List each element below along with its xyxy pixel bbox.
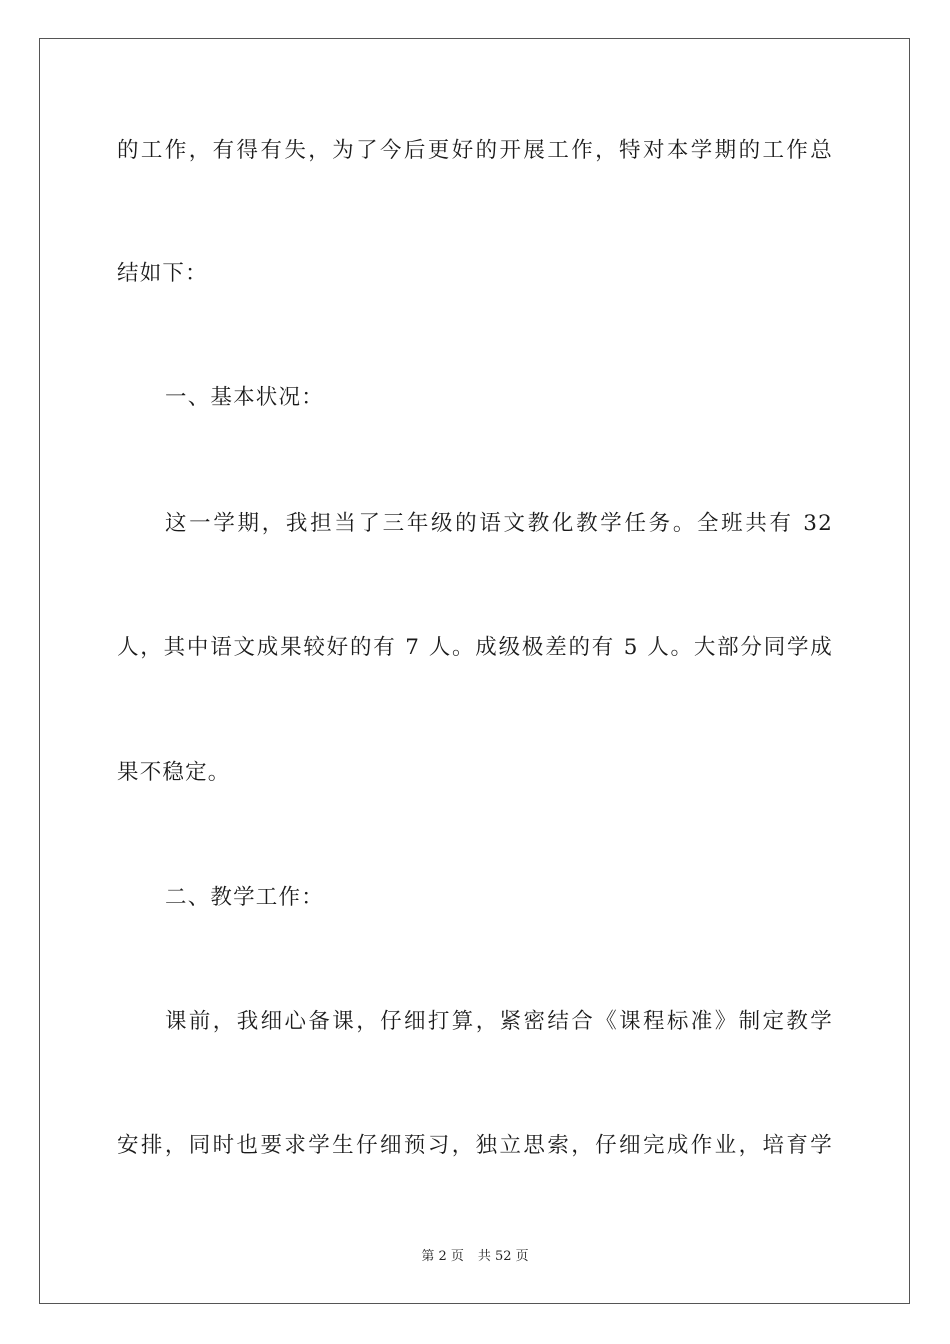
body-line-6: 课前，我细心备课，仔细打算，紧密结合《课程标准》制定教学 (165, 1009, 833, 1034)
body-line-5: 果不稳定。 (117, 760, 231, 785)
body-line-3: 这一学期，我担当了三年级的语文教化教学任务。全班共有 32 (165, 511, 833, 536)
page-number: 第 2 页 (421, 1249, 464, 1264)
body-line-1: 的工作，有得有失，为了今后更好的开展工作，特对本学期的工作总 (117, 138, 833, 163)
section-heading-1: 一、基本状况： (165, 385, 324, 410)
body-line-7: 安排，同时也要求学生仔细预习，独立思索，仔细完成作业，培育学 (117, 1133, 833, 1158)
section-heading-2: 二、教学工作： (165, 885, 324, 910)
page-total: 共 52 页 (477, 1249, 529, 1264)
page-border (39, 38, 910, 1304)
body-line-2: 结如下： (117, 261, 208, 286)
body-line-4: 人，其中语文成果较好的有 7 人。成级极差的有 5 人。大部分同学成 (117, 635, 833, 660)
page-footer (0, 1248, 950, 1266)
